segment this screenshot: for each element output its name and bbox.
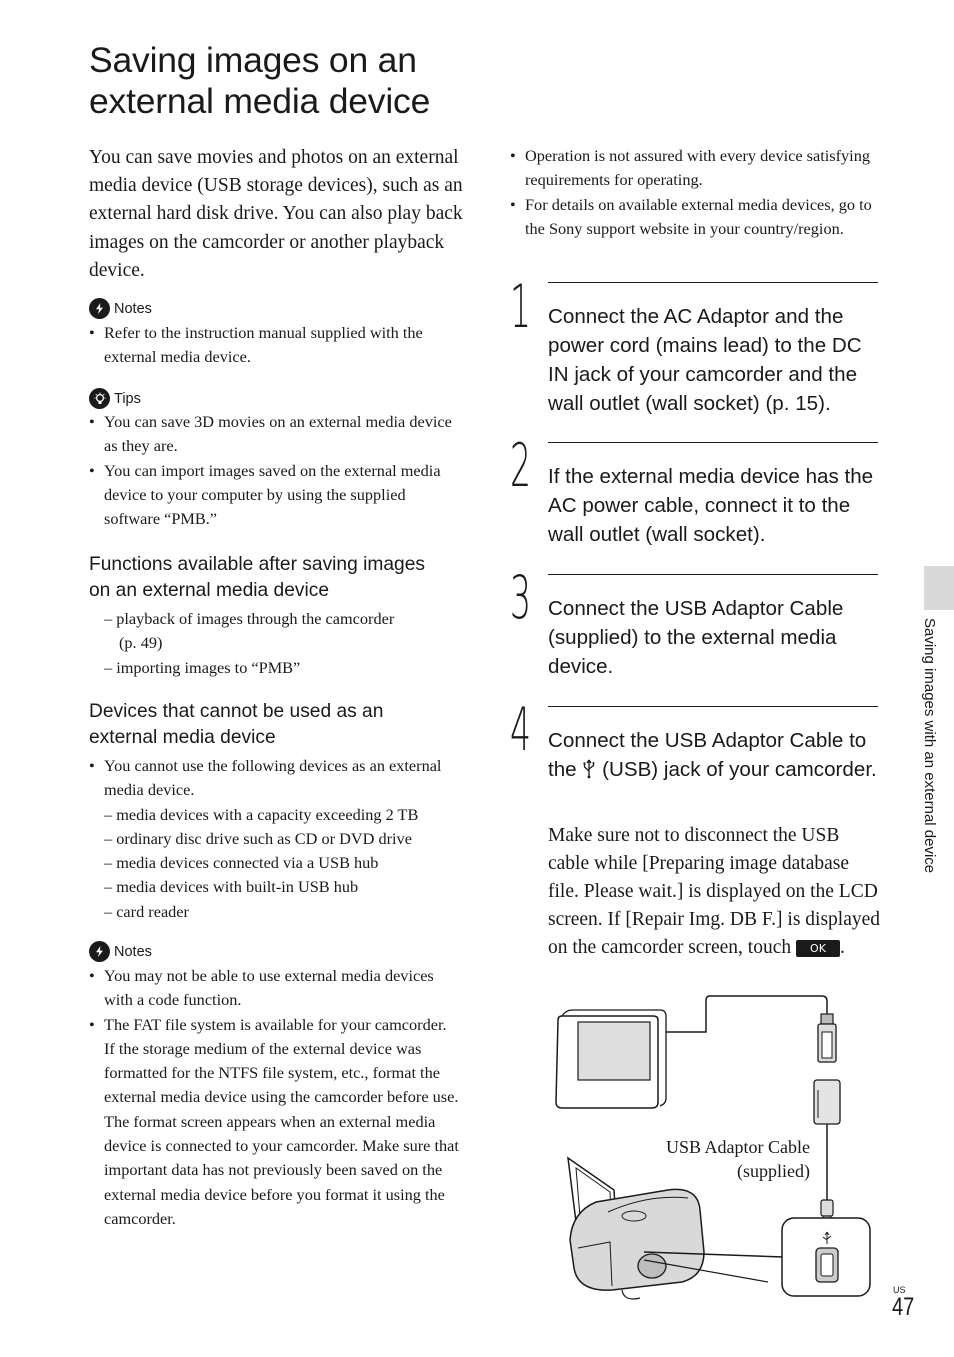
step-4-text-before: Connect the USB Adaptor Cable to the [548,729,867,781]
step-2-text: If the external media device has the AC power cable, connect it to the wall outlet (wall socket). [548,465,874,546]
list-item: • You can save 3D movies on an external media device as they are. [89,410,459,459]
step-number: 4 [510,695,532,765]
devices-section [89,699,464,924]
step-4-body-text: Make sure not to disconnect the USB cable while [Preparing image database file. Please wait.] is displayed on the LCD screen. If [Repair Img. DB F.] is displayed on the camcorder screen, touch [548,825,881,958]
list-item: • You may not be able to use external media devices with a code function. [89,964,459,1013]
step-4-text-after: (USB) jack of your camcorder. [596,758,877,781]
notes-section-2 [89,941,459,1231]
step-divider [548,574,878,575]
tips-section [89,388,459,531]
page-number: 47 [892,1293,915,1321]
page-region: US [893,1285,906,1295]
functions-heading-line-1: Functions available after saving images [89,554,425,575]
notes-icon [89,941,110,962]
side-section-label: Saving images with an external device [921,618,938,874]
list-item: – media devices with a capacity exceeding 2 TB [104,804,419,824]
title-line-1: Saving images on an [89,40,417,80]
step-number: 2 [510,431,532,501]
usb-icon [582,757,596,787]
intro-paragraph: You can save movies and photos on an external media device (USB storage devices), such as an external hard disk drive. You can also play back images on the camcorder or another playback device. [89,147,463,281]
list-item: • Operation is not assured with every device satisfying requirements for operating. [510,144,878,193]
devices-bullet-list [89,754,464,803]
notes-icon [89,298,110,319]
step-number: 3 [510,563,532,633]
tips-label: Tips [114,390,141,407]
notes-label: Notes [114,300,152,317]
notes-heading [89,298,459,319]
devices-heading-line-2: external media device [89,726,276,748]
right-bullet-list [510,144,878,241]
tips-heading [89,388,459,409]
ok-button[interactable]: OK [796,940,840,957]
list-item: – playback of images through the camcorder [104,609,395,628]
functions-heading-line-2: on an external media device [89,579,329,601]
devices-heading-line-1: Devices that cannot be used as an [89,701,384,722]
step-1-text: Connect the AC Adaptor and the power cord (mains lead) to the DC IN jack of your camcorder and the wall outlet (wall socket) (p. 15). [548,305,862,415]
lightbulb-icon [89,388,110,409]
functions-heading [89,552,464,603]
list-item: • Refer to the instruction manual supplied with the external media device. [89,321,459,370]
notes-list-1 [89,321,459,370]
list-item: (p. 49) [119,633,163,653]
step-4-body-end: . [839,936,845,958]
figure-label-line-1: USB Adaptor Cable [666,1137,810,1157]
side-tab-marker [924,566,954,610]
step-number: 1 [510,272,532,342]
step-divider [548,442,878,443]
page-title [89,40,509,122]
step-3-text: Connect the USB Adaptor Cable (supplied) to the external media device. [548,597,844,678]
list-item: • For details on available external media devices, go to the Sony support website in your country/region. [510,193,878,242]
title-line-2: external media device [89,81,431,121]
notes-label: Notes [114,943,152,960]
figure-label-line-2: (supplied) [737,1160,810,1181]
functions-section [89,552,464,680]
devices-list [89,803,464,924]
external-media-device-illustration [556,1010,666,1108]
list-item: • The FAT file system is available for your camcorder. If the storage medium of the external device was formatted for the NTFS file system, etc., format the external media device using the camcorder before use. The format screen appears when an external media device is connected to your camcorder. Make sure that important data has not previously been saved on the external media device before you format it using the camcorder. [89,1013,459,1232]
step-divider [548,706,878,707]
notes-section-1 [89,298,459,370]
notes-list-2 [89,964,459,1231]
step-divider [548,282,878,283]
notes-heading [89,941,459,962]
devices-heading [89,699,464,750]
list-item: – card reader [104,901,189,921]
list-item: – ordinary disc drive such as CD or DVD drive [104,828,412,848]
step-4-body [548,822,883,962]
list-item: – media devices connected via a USB hub [104,853,379,873]
list-item: – media devices with built-in USB hub [104,877,359,897]
list-item: • You can import images saved on the external media device to your computer by using the supplied software “PMB.” [89,459,459,532]
functions-list [89,607,464,680]
step-4-text [548,726,878,787]
list-item: • You cannot use the following devices as an external media device. [89,754,464,803]
figure-label [620,1136,810,1183]
tips-list [89,410,459,531]
list-item: – importing images to “PMB” [104,657,301,677]
